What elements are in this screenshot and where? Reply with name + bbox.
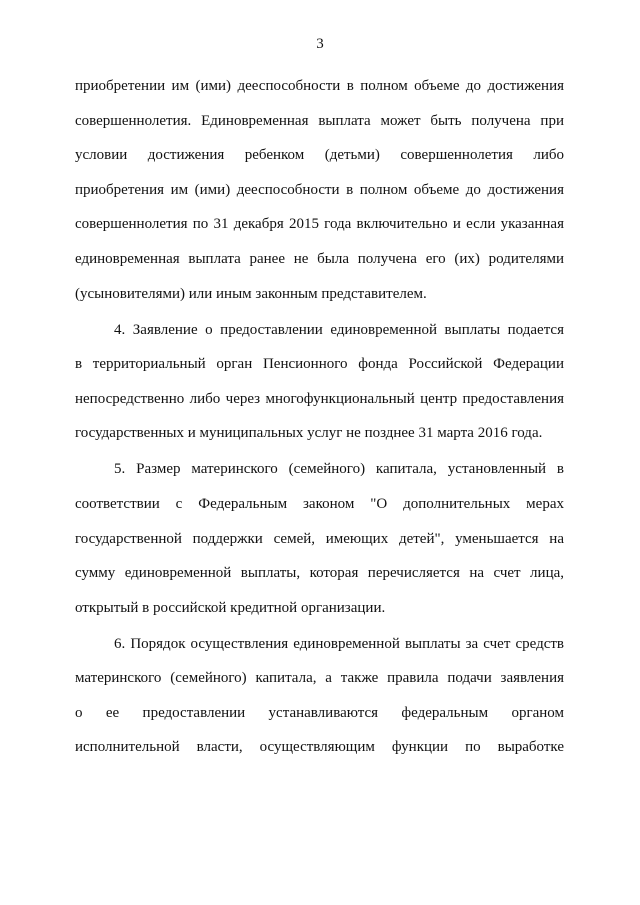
text-line: в территориальный орган Пенсионного фонда Российской Федерации (75, 356, 564, 373)
paragraph-item-6 (75, 627, 564, 765)
text-line: приобретении им (ими) дееспособности в полном объеме до достижения (75, 78, 564, 94)
text-line: условии достижения ребенком (детьми) совершеннолетия либо (75, 147, 564, 164)
text-line: государственных и муниципальных услуг не позднее 31 марта 2016 года. (75, 425, 543, 442)
text-line: соответствии с Федеральным законом "О дополнительных мерах (75, 495, 564, 512)
paragraph-continuation (75, 69, 564, 311)
page-number: 3 (316, 36, 324, 52)
paragraph-item-5 (75, 452, 564, 625)
text-line: 4. Заявление о предоставлении единовременной выплаты подается (114, 321, 564, 338)
text-line: 5. Размер материнского (семейного) капитала, установленный в (114, 461, 564, 478)
text-line: совершеннолетия по 31 декабря 2015 года включительно и если указанная (75, 216, 564, 233)
text-line: непосредственно либо через многофункциональный центр предоставления (75, 390, 564, 407)
text-line: материнского (семейного) капитала, а также правила подачи заявления (75, 670, 564, 687)
text-line: государственной поддержки семей, имеющих детей", уменьшается на (75, 530, 564, 547)
paragraph-item-4 (75, 313, 564, 451)
document-body (75, 69, 564, 765)
text-line: (усыновителями) или иным законным представителем. (75, 285, 427, 302)
text-line: 6. Порядок осуществления единовременной выплаты за счет средств (114, 635, 564, 652)
text-line: исполнительной власти, осуществляющим функции по выработке (75, 739, 564, 756)
text-line: единовременная выплата ранее не была получена его (их) родителями (75, 250, 564, 267)
text-line: сумму единовременной выплаты, которая перечисляется на счет лица, (75, 565, 564, 582)
text-line: совершеннолетия. Единовременная выплата может быть получена при (75, 112, 564, 129)
text-line: о ее предоставлении устанавливаются федеральным органом (75, 704, 564, 721)
text-line: приобретения им (ими) дееспособности в полном объеме до достижения (75, 181, 564, 198)
text-line: открытый в российской кредитной организации. (75, 599, 386, 616)
